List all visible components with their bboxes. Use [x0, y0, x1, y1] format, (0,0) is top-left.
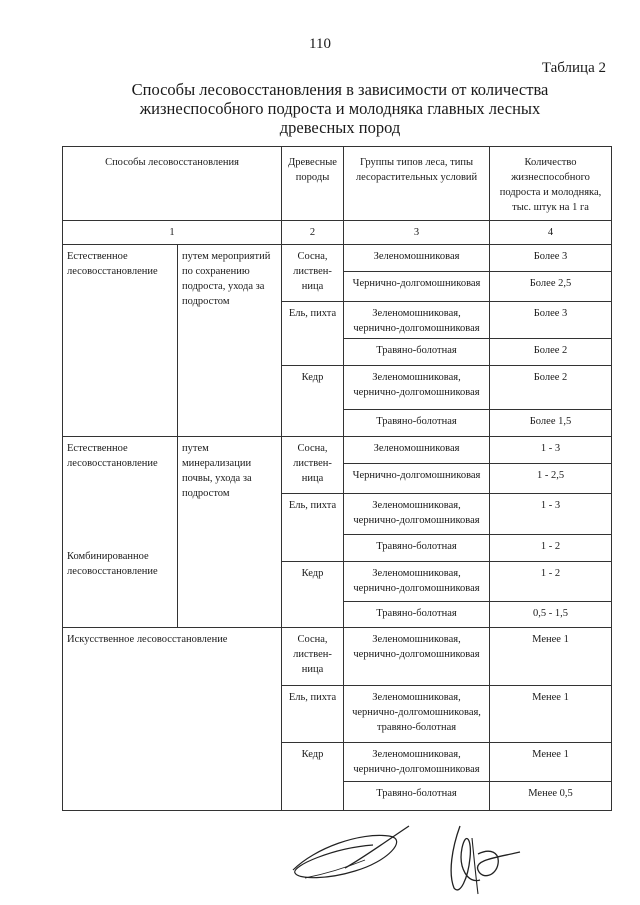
forest-type: Зеленомошниковая, чернично-долгомошниковая [344, 494, 490, 535]
forest-type: Зеленомошниковая [344, 245, 490, 272]
method-natural-combined: Естественное лесовосстановление Комбинированное лесовосстановление [63, 437, 178, 628]
quantity-value: Менее 0,5 [490, 782, 612, 811]
forest-type: Зеленомошниковая, чернично-долгомошниковая [344, 302, 490, 339]
forest-type: Травяно-болотная [344, 535, 490, 562]
table-row [63, 628, 612, 686]
header-species: Древесные породы [282, 147, 344, 221]
species-spruce-fir: Ель, пихта [282, 686, 344, 743]
page-number: 110 [309, 36, 331, 52]
forest-type: Зеленомошниковая, чернично-долгомошниковая [344, 562, 490, 602]
species-spruce-fir: Ель, пихта [282, 302, 344, 366]
quantity-value: Менее 1 [490, 743, 612, 782]
table-label: Таблица 2 [541, 60, 606, 76]
method-way: путем минерализации почвы, ухода за подростом [178, 437, 282, 628]
column-number: 4 [490, 221, 612, 245]
quantity-value: Более 3 [490, 245, 612, 272]
species-cedar: Кедр [282, 562, 344, 628]
quantity-value: Менее 1 [490, 628, 612, 686]
quantity-value: Менее 1 [490, 686, 612, 743]
quantity-value: 1 - 3 [490, 437, 612, 464]
signature-left [285, 818, 415, 893]
forest-type: Зеленомошниковая, чернично-долгомошниковая [344, 628, 490, 686]
quantity-value: Более 2 [490, 339, 612, 366]
quantity-value: 1 - 2,5 [490, 464, 612, 494]
quantity-value: Более 2 [490, 366, 612, 410]
title-line: Способы лесовосстановления в зависимости от количества [131, 80, 549, 99]
quantity-value: 0,5 - 1,5 [490, 602, 612, 628]
species-pine-larch: Сосна, листвен- ница [282, 628, 344, 686]
reforestation-table [62, 146, 612, 811]
title-line: древесных пород [279, 118, 401, 137]
quantity-value: Более 2,5 [490, 272, 612, 302]
quantity-value: 1 - 3 [490, 494, 612, 535]
species-cedar: Кедр [282, 743, 344, 811]
forest-type: Травяно-болотная [344, 410, 490, 437]
species-spruce-fir: Ель, пихта [282, 494, 344, 562]
quantity-value: 1 - 2 [490, 562, 612, 602]
forest-type: Травяно-болотная [344, 602, 490, 628]
method-artificial: Искусственное лесовосстановление [63, 628, 282, 811]
header-groups: Группы типов леса, типы лесорастительных условий [344, 147, 490, 221]
species-pine-larch: Сосна, листвен- ница [282, 437, 344, 494]
method-natural: Естественное лесовосстановление [63, 245, 178, 437]
forest-type: Зеленомошниковая, чернично-долгомошниковая, травяно-болотная [344, 686, 490, 743]
species-pine-larch: Сосна, листвен- ница [282, 245, 344, 302]
table-row [63, 245, 612, 272]
column-number: 3 [344, 221, 490, 245]
method-way: путем мероприятий по сохранению подроста, ухода за подростом [178, 245, 282, 437]
table-row [63, 437, 612, 464]
forest-type: Зеленомошниковая, чернично-долгомошниковая [344, 366, 490, 410]
species-cedar: Кедр [282, 366, 344, 437]
header-quantity: Количество жизнеспособного подроста и молодняка, тыс. штук на 1 га [490, 147, 612, 221]
quantity-value: Более 1,5 [490, 410, 612, 437]
forest-type: Зеленомошниковая [344, 437, 490, 464]
forest-type: Зеленомошниковая, чернично-долгомошниковая [344, 743, 490, 782]
title-line: жизнеспособного подроста и молодняка главных лесных [139, 99, 541, 118]
table-header-row [63, 147, 612, 221]
quantity-value: Более 3 [490, 302, 612, 339]
column-number: 1 [63, 221, 282, 245]
header-methods: Способы лесовосстановления [63, 147, 282, 221]
column-number-row [63, 221, 612, 245]
signature-right [438, 818, 528, 898]
forest-type: Чернично-долгомошниковая [344, 464, 490, 494]
forest-type: Травяно-болотная [344, 782, 490, 811]
column-number: 2 [282, 221, 344, 245]
table-title [110, 80, 570, 137]
forest-type: Чернично-долгомошниковая [344, 272, 490, 302]
forest-type: Травяно-болотная [344, 339, 490, 366]
quantity-value: 1 - 2 [490, 535, 612, 562]
